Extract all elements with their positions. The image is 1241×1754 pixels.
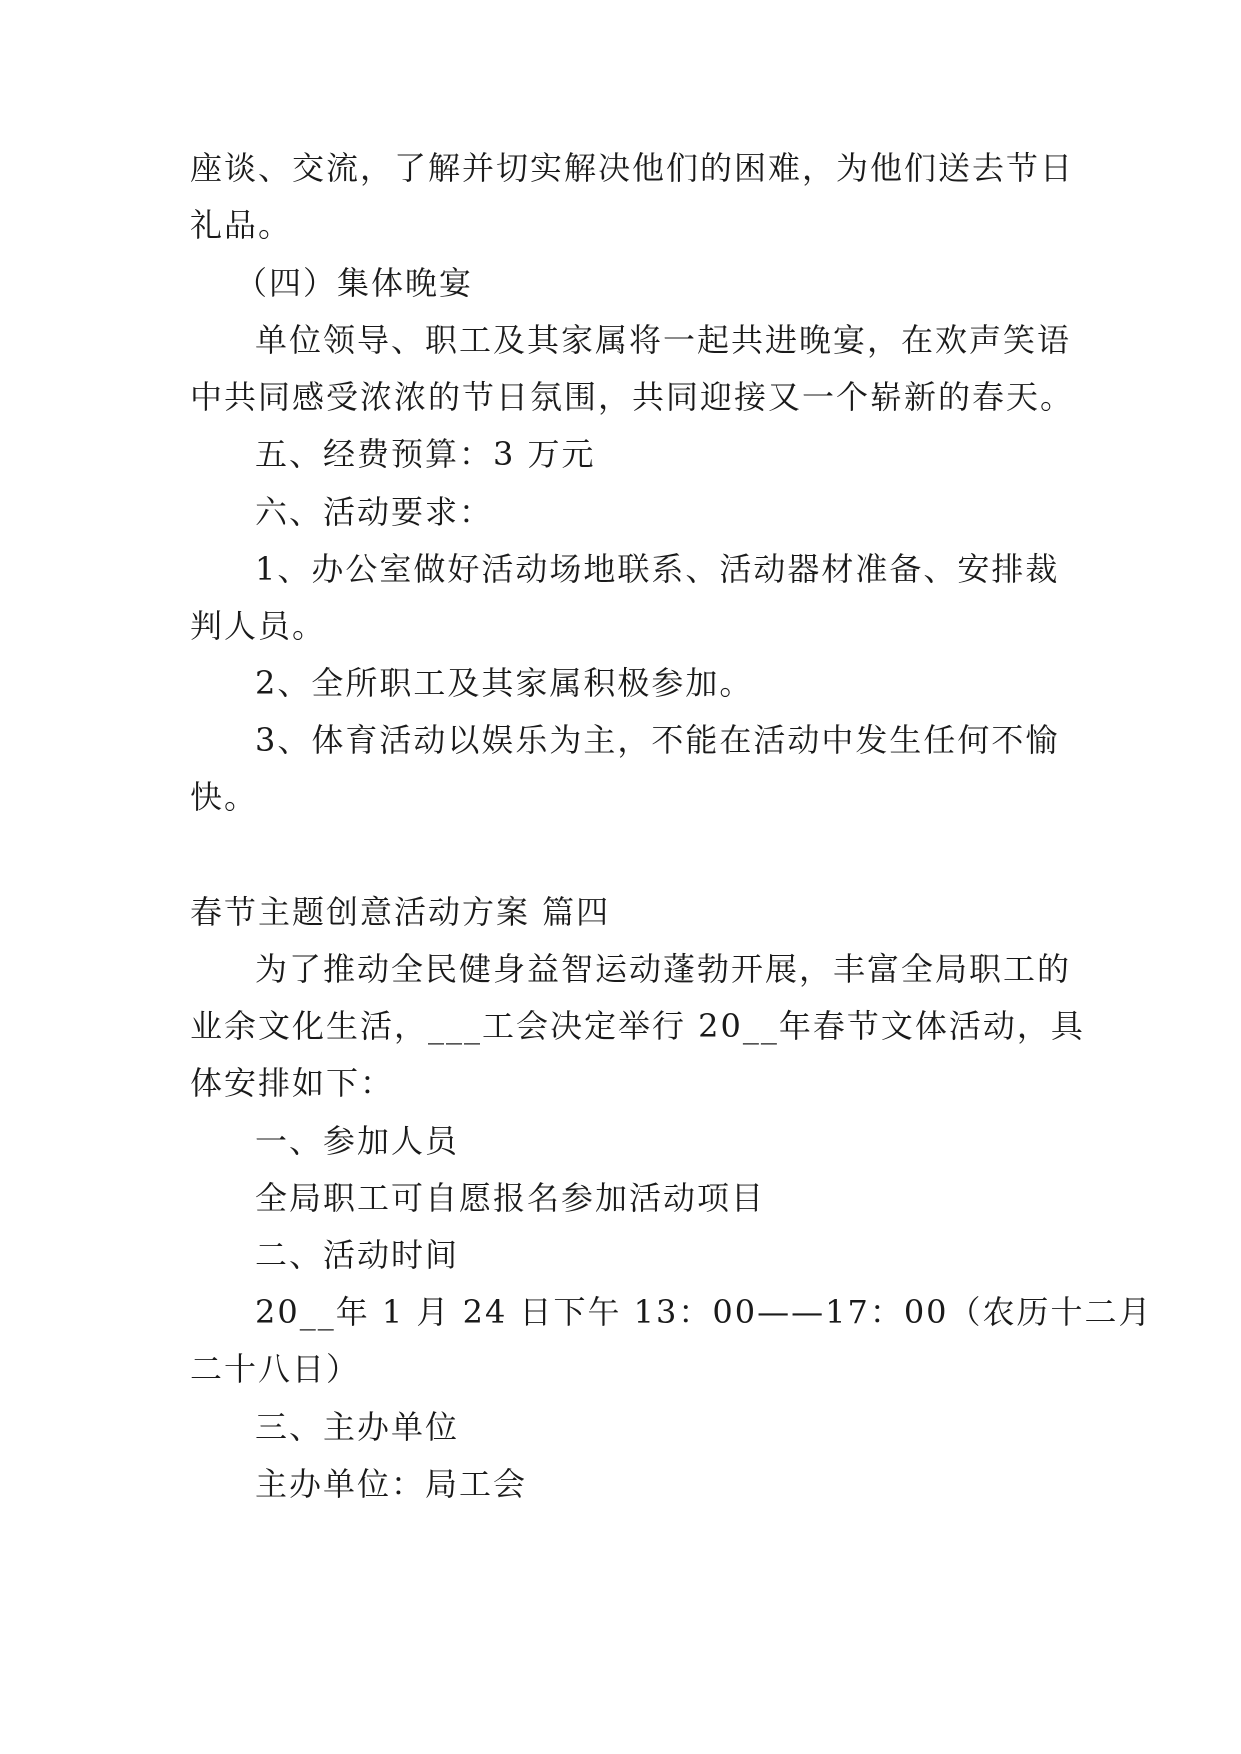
paragraph-line: 座谈、交流，了解并切实解决他们的困难，为他们送去节日 (190, 149, 1075, 187)
section-heading: 二、活动时间 (255, 1236, 460, 1274)
paragraph-line: 二十八日） (190, 1350, 361, 1388)
paragraph-line: 礼品。 (190, 206, 293, 244)
paragraph-line: 业余文化生活，___工会决定举行 20__年春节文体活动，具 (190, 1007, 1085, 1045)
paragraph-line: 3、体育活动以娱乐为主，不能在活动中发生任何不愉 (255, 721, 1060, 759)
paragraph-line: 快。 (190, 778, 259, 816)
paragraph-line: 主办单位：局工会 (255, 1465, 528, 1503)
paragraph-line: 2、全所职工及其家属积极参加。 (255, 664, 754, 702)
section-heading: 五、经费预算：3 万元 (255, 435, 596, 473)
paragraph-line: 1、办公室做好活动场地联系、活动器材准备、安排裁 (255, 550, 1060, 588)
section-heading: （四）集体晚宴 (235, 264, 474, 302)
section-heading: 六、活动要求： (255, 493, 494, 531)
section-heading: 一、参加人员 (255, 1122, 460, 1160)
section-heading: 三、主办单位 (255, 1408, 460, 1446)
paragraph-line: 全局职工可自愿报名参加活动项目 (255, 1179, 766, 1217)
paragraph-line: 单位领导、职工及其家属将一起共进晚宴，在欢声笑语 (255, 321, 1072, 359)
paragraph-line: 中共同感受浓浓的节日氛围，共同迎接又一个崭新的春天。 (190, 378, 1075, 416)
paragraph-line: 20__年 1 月 24 日下午 13：00——17：00（农历十二月 (255, 1293, 1153, 1331)
article-title: 春节主题创意活动方案 篇四 (190, 893, 611, 931)
paragraph-line: 判人员。 (190, 607, 327, 645)
paragraph-line: 体安排如下： (190, 1064, 395, 1102)
paragraph-line: 为了推动全民健身益智运动蓬勃开展，丰富全局职工的 (255, 950, 1072, 988)
